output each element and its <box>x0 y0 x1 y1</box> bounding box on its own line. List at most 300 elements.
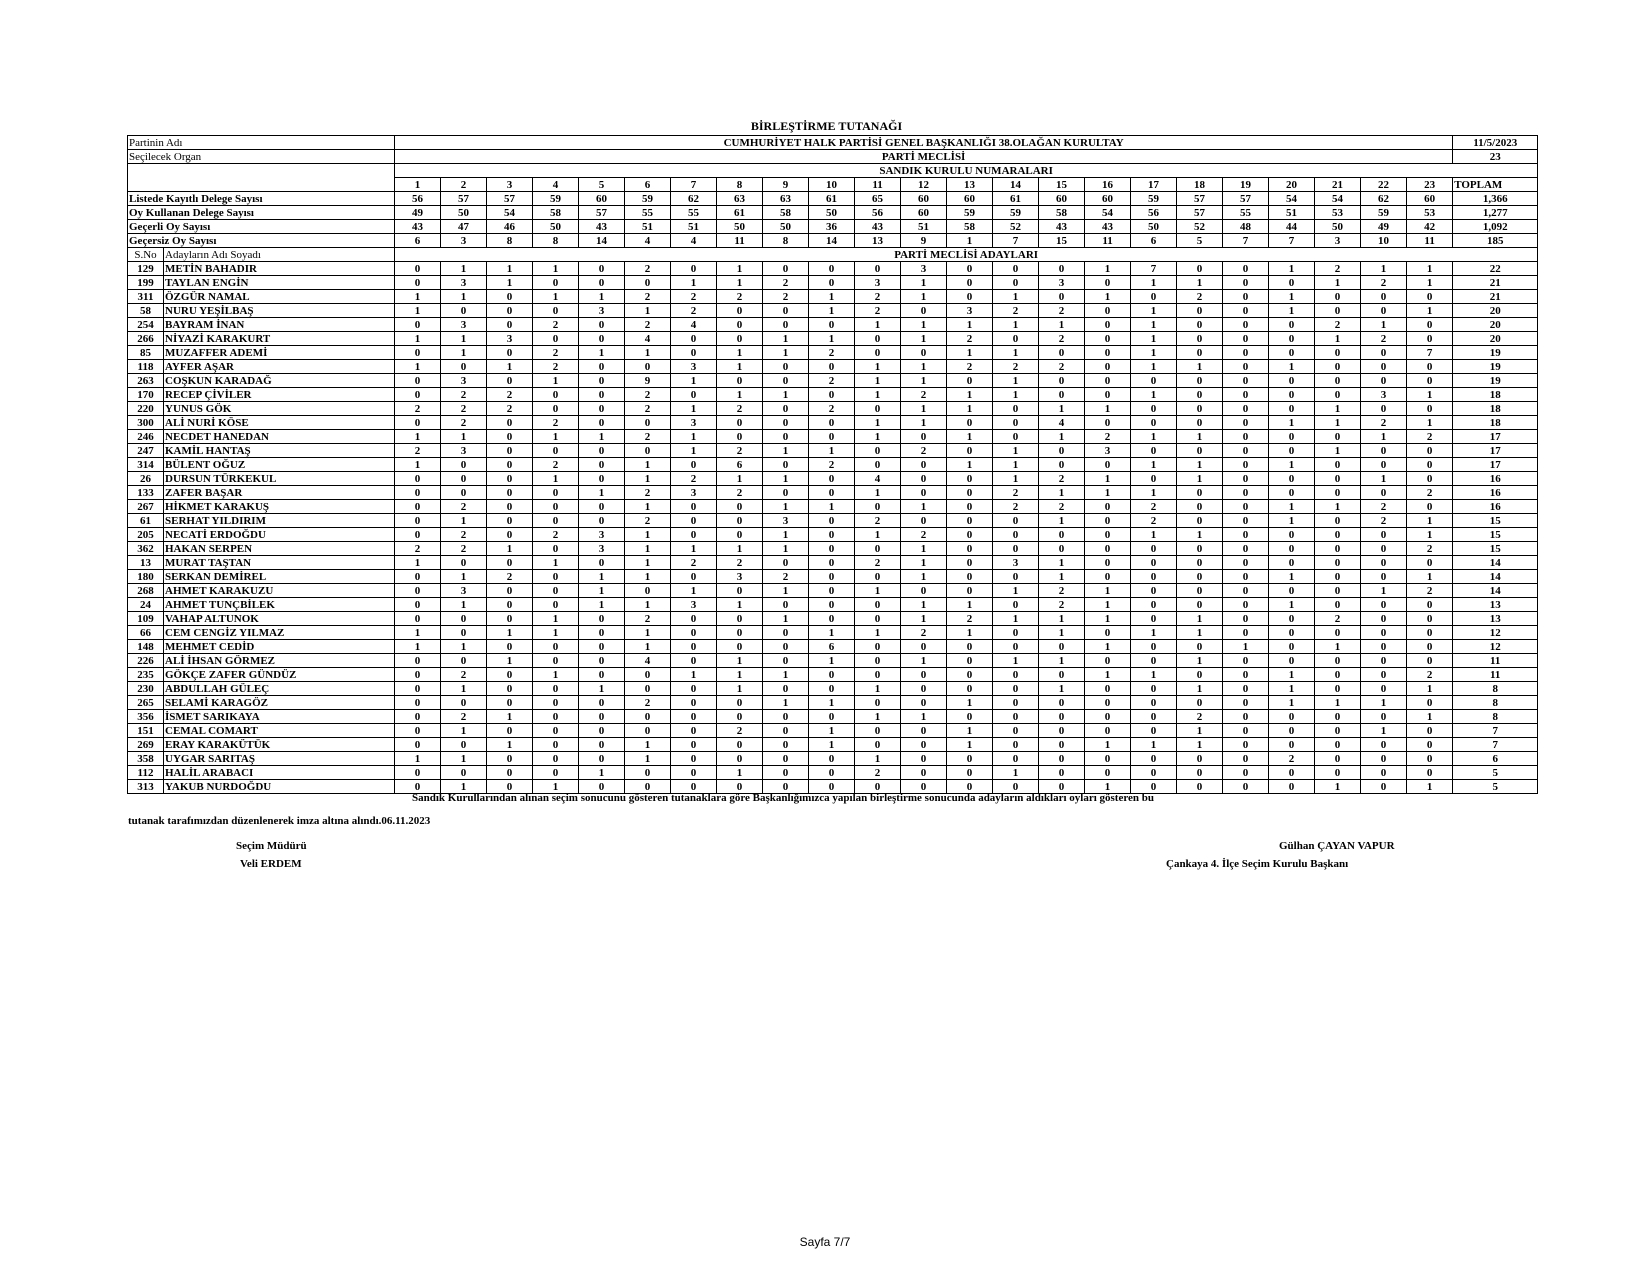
candidate-name: NECATİ ERDOĞDU <box>164 528 395 542</box>
candidate-row <box>128 668 1538 682</box>
candidate-vote: 0 <box>1315 598 1361 612</box>
candidate-name: VAHAP ALTUNOK <box>164 612 395 626</box>
candidate-vote: 0 <box>441 738 487 752</box>
candidate-vote: 1 <box>1085 584 1131 598</box>
candidate-vote: 0 <box>855 640 901 654</box>
candidate-vote: 2 <box>625 290 671 304</box>
candidate-number: 230 <box>128 682 164 696</box>
candidate-total: 21 <box>1453 290 1538 304</box>
candidate-row <box>128 276 1538 290</box>
candidate-vote: 0 <box>1315 682 1361 696</box>
candidate-vote: 0 <box>395 472 441 486</box>
candidate-vote: 2 <box>993 500 1039 514</box>
candidate-name: İSMET SARIKAYA <box>164 710 395 724</box>
candidate-vote: 0 <box>1223 360 1269 374</box>
candidate-row <box>128 640 1538 654</box>
summary-value: 56 <box>395 192 441 206</box>
candidate-vote: 1 <box>809 304 855 318</box>
candidate-row <box>128 472 1538 486</box>
candidate-vote: 1 <box>1131 318 1177 332</box>
candidate-vote: 4 <box>625 654 671 668</box>
candidate-vote: 1 <box>1223 640 1269 654</box>
candidate-vote: 1 <box>1131 738 1177 752</box>
candidate-vote: 0 <box>855 570 901 584</box>
candidate-vote: 0 <box>579 654 625 668</box>
candidate-vote: 0 <box>1407 752 1453 766</box>
ballot-number: 23 <box>1407 178 1453 192</box>
candidate-vote: 0 <box>993 332 1039 346</box>
candidate-vote: 0 <box>717 500 763 514</box>
candidate-vote: 1 <box>671 668 717 682</box>
candidate-vote: 0 <box>671 570 717 584</box>
candidate-number: 112 <box>128 766 164 780</box>
candidate-vote: 1 <box>993 584 1039 598</box>
candidate-vote: 6 <box>717 458 763 472</box>
summary-value: 54 <box>1085 206 1131 220</box>
candidate-vote: 0 <box>441 472 487 486</box>
candidate-vote: 0 <box>809 318 855 332</box>
candidate-vote: 0 <box>1177 444 1223 458</box>
candidate-total: 5 <box>1453 780 1538 794</box>
candidate-vote: 0 <box>1223 542 1269 556</box>
candidate-vote: 0 <box>1361 626 1407 640</box>
candidate-vote: 0 <box>809 430 855 444</box>
candidate-vote: 0 <box>625 416 671 430</box>
candidate-number: 133 <box>128 486 164 500</box>
candidate-vote: 1 <box>1085 472 1131 486</box>
candidate-vote: 0 <box>1269 654 1315 668</box>
summary-value: 55 <box>1223 206 1269 220</box>
candidate-vote: 0 <box>809 416 855 430</box>
candidate-vote: 2 <box>487 402 533 416</box>
candidate-vote: 0 <box>1223 780 1269 794</box>
summary-value: 65 <box>855 192 901 206</box>
candidate-vote: 0 <box>579 514 625 528</box>
candidate-vote: 0 <box>947 780 993 794</box>
candidate-vote: 0 <box>1131 682 1177 696</box>
candidate-vote: 1 <box>1131 668 1177 682</box>
candidate-total: 17 <box>1453 444 1538 458</box>
candidate-vote: 0 <box>625 724 671 738</box>
candidate-vote: 0 <box>1361 374 1407 388</box>
candidate-vote: 1 <box>855 430 901 444</box>
candidate-name: SELAMİ KARAGÖZ <box>164 696 395 710</box>
candidate-vote: 1 <box>901 374 947 388</box>
candidate-vote: 2 <box>1361 416 1407 430</box>
candidate-vote: 0 <box>487 514 533 528</box>
candidate-vote: 0 <box>763 360 809 374</box>
candidate-vote: 0 <box>717 626 763 640</box>
candidate-vote: 0 <box>763 598 809 612</box>
candidate-vote: 1 <box>1085 290 1131 304</box>
candidate-vote: 0 <box>1361 780 1407 794</box>
candidate-number: 199 <box>128 276 164 290</box>
signature-right-title: Çankaya 4. İlçe Seçim Kurulu Başkanı <box>1166 858 1349 870</box>
candidate-vote: 0 <box>533 276 579 290</box>
candidate-vote: 0 <box>533 304 579 318</box>
candidate-vote: 0 <box>855 654 901 668</box>
ballot-number: 8 <box>717 178 763 192</box>
candidate-total: 21 <box>1453 276 1538 290</box>
candidate-number: 266 <box>128 332 164 346</box>
candidate-vote: 0 <box>1177 780 1223 794</box>
summary-value: 7 <box>993 234 1039 248</box>
candidate-row <box>128 486 1538 500</box>
candidate-vote: 0 <box>487 598 533 612</box>
candidate-vote: 0 <box>533 752 579 766</box>
candidate-vote: 0 <box>1315 528 1361 542</box>
candidate-vote: 2 <box>625 430 671 444</box>
candidate-vote: 1 <box>1361 584 1407 598</box>
summary-value: 3 <box>1315 234 1361 248</box>
candidate-vote: 1 <box>1269 682 1315 696</box>
candidate-name: KAMİL HANTAŞ <box>164 444 395 458</box>
candidate-vote: 0 <box>1177 416 1223 430</box>
candidate-total: 14 <box>1453 556 1538 570</box>
ballot-number: 16 <box>1085 178 1131 192</box>
candidate-vote: 0 <box>1315 738 1361 752</box>
candidate-vote: 0 <box>1315 458 1361 472</box>
candidate-vote: 0 <box>901 766 947 780</box>
candidate-vote: 0 <box>855 500 901 514</box>
candidate-vote: 0 <box>1315 360 1361 374</box>
candidate-vote: 3 <box>579 304 625 318</box>
candidate-vote: 0 <box>901 458 947 472</box>
candidate-vote: 0 <box>1085 332 1131 346</box>
candidate-vote: 1 <box>395 332 441 346</box>
candidate-name: NURU YEŞİLBAŞ <box>164 304 395 318</box>
candidate-total: 12 <box>1453 626 1538 640</box>
candidate-vote: 1 <box>671 402 717 416</box>
candidate-vote: 0 <box>1085 570 1131 584</box>
candidate-vote: 1 <box>1269 514 1315 528</box>
candidate-vote: 2 <box>993 304 1039 318</box>
candidate-number: 129 <box>128 262 164 276</box>
candidate-vote: 0 <box>1039 738 1085 752</box>
candidate-vote: 0 <box>763 766 809 780</box>
candidate-vote: 2 <box>1407 542 1453 556</box>
candidate-vote: 1 <box>947 430 993 444</box>
candidate-vote: 0 <box>763 304 809 318</box>
candidate-vote: 1 <box>1131 430 1177 444</box>
summary-value: 48 <box>1223 220 1269 234</box>
candidate-vote: 2 <box>1039 500 1085 514</box>
candidate-vote: 0 <box>579 668 625 682</box>
candidate-vote: 2 <box>1131 514 1177 528</box>
candidate-vote: 0 <box>1269 612 1315 626</box>
candidate-vote: 0 <box>1177 332 1223 346</box>
candidate-vote: 1 <box>717 766 763 780</box>
candidate-vote: 0 <box>1407 598 1453 612</box>
summary-value: 6 <box>395 234 441 248</box>
candidate-vote: 0 <box>395 780 441 794</box>
candidate-vote: 1 <box>1131 332 1177 346</box>
candidate-row <box>128 262 1538 276</box>
candidate-vote: 1 <box>947 388 993 402</box>
candidate-vote: 0 <box>1223 276 1269 290</box>
candidate-vote: 0 <box>1407 318 1453 332</box>
candidate-vote: 0 <box>993 598 1039 612</box>
candidate-vote: 2 <box>395 444 441 458</box>
candidate-vote: 0 <box>1177 514 1223 528</box>
candidate-vote: 0 <box>1361 612 1407 626</box>
candidate-name: ÖZGÜR NAMAL <box>164 290 395 304</box>
candidate-vote: 0 <box>1085 626 1131 640</box>
candidate-row <box>128 724 1538 738</box>
summary-value: 58 <box>1039 206 1085 220</box>
summary-label: Geçerli Oy Sayısı <box>128 220 395 234</box>
candidate-vote: 0 <box>1407 766 1453 780</box>
candidate-vote: 1 <box>395 304 441 318</box>
candidate-vote: 1 <box>855 360 901 374</box>
candidate-vote: 0 <box>1223 766 1269 780</box>
candidate-vote: 0 <box>809 262 855 276</box>
candidate-total: 16 <box>1453 500 1538 514</box>
candidate-vote: 1 <box>487 360 533 374</box>
summary-value: 61 <box>809 192 855 206</box>
candidate-number: 265 <box>128 696 164 710</box>
candidate-vote: 0 <box>1223 262 1269 276</box>
candidate-vote: 0 <box>947 276 993 290</box>
candidate-vote: 1 <box>901 612 947 626</box>
summary-value: 50 <box>809 206 855 220</box>
candidate-vote: 0 <box>901 752 947 766</box>
candidate-vote: 0 <box>1131 402 1177 416</box>
candidate-total: 19 <box>1453 346 1538 360</box>
summary-value: 55 <box>625 206 671 220</box>
candidate-name: AHMET TUNÇBİLEK <box>164 598 395 612</box>
candidate-vote: 2 <box>395 542 441 556</box>
candidate-vote: 0 <box>1315 514 1361 528</box>
candidate-vote: 0 <box>901 668 947 682</box>
candidate-vote: 0 <box>487 556 533 570</box>
summary-value: 51 <box>671 220 717 234</box>
candidate-vote: 0 <box>395 682 441 696</box>
candidate-total: 14 <box>1453 584 1538 598</box>
candidate-vote: 1 <box>947 598 993 612</box>
candidate-vote: 1 <box>1361 472 1407 486</box>
candidate-vote: 2 <box>1039 360 1085 374</box>
candidate-vote: 2 <box>533 360 579 374</box>
candidate-vote: 2 <box>671 472 717 486</box>
candidate-vote: 1 <box>1039 318 1085 332</box>
candidate-vote: 2 <box>1039 472 1085 486</box>
candidate-vote: 2 <box>625 262 671 276</box>
candidate-total: 18 <box>1453 416 1538 430</box>
candidate-vote: 0 <box>1223 444 1269 458</box>
summary-total: 1,366 <box>1453 192 1538 206</box>
candidate-vote: 2 <box>1407 486 1453 500</box>
candidate-vote: 0 <box>809 542 855 556</box>
candidate-vote: 0 <box>671 500 717 514</box>
candidate-vote: 1 <box>533 780 579 794</box>
candidate-vote: 1 <box>855 626 901 640</box>
candidate-vote: 0 <box>487 584 533 598</box>
candidate-vote: 1 <box>1315 696 1361 710</box>
candidate-vote: 0 <box>855 332 901 346</box>
candidate-vote: 0 <box>1131 570 1177 584</box>
candidate-vote: 0 <box>487 290 533 304</box>
candidate-vote: 1 <box>901 318 947 332</box>
candidate-vote: 4 <box>671 318 717 332</box>
candidate-vote: 0 <box>1085 724 1131 738</box>
candidate-vote: 0 <box>763 416 809 430</box>
candidate-vote: 0 <box>763 724 809 738</box>
candidate-vote: 1 <box>901 500 947 514</box>
candidate-vote: 0 <box>671 752 717 766</box>
candidate-vote: 0 <box>1039 780 1085 794</box>
candidate-vote: 0 <box>395 514 441 528</box>
candidate-vote: 0 <box>395 598 441 612</box>
summary-value: 8 <box>487 234 533 248</box>
candidate-vote: 0 <box>1131 290 1177 304</box>
candidate-row <box>128 458 1538 472</box>
candidate-vote: 1 <box>947 724 993 738</box>
candidate-vote: 0 <box>1039 724 1085 738</box>
candidate-vote: 0 <box>441 360 487 374</box>
candidate-vote: 2 <box>533 416 579 430</box>
candidate-total: 13 <box>1453 598 1538 612</box>
candidate-vote: 2 <box>625 388 671 402</box>
candidate-vote: 0 <box>579 556 625 570</box>
candidate-number: 220 <box>128 402 164 416</box>
candidate-vote: 1 <box>1269 500 1315 514</box>
summary-value: 57 <box>441 192 487 206</box>
candidate-vote: 2 <box>1039 584 1085 598</box>
candidate-vote: 0 <box>763 626 809 640</box>
candidate-vote: 2 <box>717 290 763 304</box>
candidate-vote: 1 <box>1039 486 1085 500</box>
candidate-vote: 0 <box>1223 528 1269 542</box>
candidate-vote: 1 <box>763 332 809 346</box>
candidate-vote: 1 <box>1269 458 1315 472</box>
summary-value: 57 <box>1223 192 1269 206</box>
candidate-vote: 1 <box>717 262 763 276</box>
candidate-vote: 0 <box>717 528 763 542</box>
candidate-vote: 0 <box>1131 598 1177 612</box>
candidate-vote: 1 <box>1177 724 1223 738</box>
candidate-vote: 1 <box>1407 528 1453 542</box>
summary-value: 7 <box>1269 234 1315 248</box>
candidate-row <box>128 752 1538 766</box>
candidate-vote: 0 <box>395 276 441 290</box>
candidate-vote: 1 <box>993 766 1039 780</box>
candidate-vote: 1 <box>763 500 809 514</box>
summary-value: 60 <box>901 192 947 206</box>
candidate-vote: 0 <box>993 752 1039 766</box>
candidate-vote: 0 <box>1085 500 1131 514</box>
candidate-row <box>128 374 1538 388</box>
candidate-number: 58 <box>128 304 164 318</box>
candidate-number: 24 <box>128 598 164 612</box>
candidate-vote: 1 <box>901 556 947 570</box>
candidate-vote: 2 <box>1315 318 1361 332</box>
candidate-total: 22 <box>1453 262 1538 276</box>
candidate-vote: 3 <box>717 570 763 584</box>
candidate-vote: 1 <box>533 612 579 626</box>
candidate-vote: 0 <box>901 696 947 710</box>
candidate-vote: 1 <box>487 654 533 668</box>
candidate-vote: 1 <box>993 388 1039 402</box>
candidate-vote: 2 <box>441 416 487 430</box>
candidate-vote: 2 <box>947 332 993 346</box>
candidate-vote: 1 <box>993 444 1039 458</box>
candidate-vote: 0 <box>993 402 1039 416</box>
candidate-vote: 0 <box>533 766 579 780</box>
candidate-vote: 0 <box>1269 374 1315 388</box>
candidate-vote: 2 <box>901 388 947 402</box>
candidate-row <box>128 542 1538 556</box>
ballot-number: 13 <box>947 178 993 192</box>
candidate-vote: 0 <box>671 346 717 360</box>
candidate-vote: 0 <box>533 444 579 458</box>
candidate-vote: 0 <box>993 780 1039 794</box>
candidate-vote: 3 <box>671 360 717 374</box>
candidate-vote: 0 <box>1269 556 1315 570</box>
candidate-vote: 0 <box>395 696 441 710</box>
candidate-vote: 3 <box>487 332 533 346</box>
candidate-vote: 1 <box>1039 682 1085 696</box>
candidate-vote: 0 <box>1131 640 1177 654</box>
candidate-vote: 3 <box>901 262 947 276</box>
candidate-vote: 0 <box>717 318 763 332</box>
candidate-vote: 1 <box>901 598 947 612</box>
candidate-vote: 0 <box>1407 738 1453 752</box>
candidate-row <box>128 528 1538 542</box>
candidate-vote: 0 <box>901 780 947 794</box>
candidate-vote: 0 <box>579 388 625 402</box>
summary-label: Listede Kayıtlı Delege Sayısı <box>128 192 395 206</box>
candidate-vote: 0 <box>1361 402 1407 416</box>
candidate-vote: 0 <box>1039 710 1085 724</box>
candidate-vote: 0 <box>763 374 809 388</box>
candidate-vote: 0 <box>947 528 993 542</box>
candidate-vote: 2 <box>625 612 671 626</box>
summary-value: 53 <box>1315 206 1361 220</box>
summary-value: 57 <box>579 206 625 220</box>
ballot-number: 11 <box>855 178 901 192</box>
summary-value: 54 <box>487 206 533 220</box>
candidate-vote: 1 <box>671 430 717 444</box>
summary-value: 44 <box>1269 220 1315 234</box>
candidate-vote: 1 <box>395 556 441 570</box>
candidates-header-row <box>128 248 1538 262</box>
candidate-row <box>128 388 1538 402</box>
candidate-vote: 2 <box>625 486 671 500</box>
summary-value: 61 <box>993 192 1039 206</box>
candidate-vote: 0 <box>855 262 901 276</box>
candidate-vote: 0 <box>809 598 855 612</box>
candidate-vote: 1 <box>1407 710 1453 724</box>
candidate-vote: 1 <box>993 458 1039 472</box>
candidate-vote: 1 <box>441 640 487 654</box>
candidate-vote: 0 <box>1269 346 1315 360</box>
results-table <box>127 135 1538 794</box>
candidate-vote: 1 <box>1269 416 1315 430</box>
summary-value: 50 <box>717 220 763 234</box>
candidate-name: CEM CENGİZ YILMAZ <box>164 626 395 640</box>
candidate-number: 267 <box>128 500 164 514</box>
candidate-vote: 1 <box>487 710 533 724</box>
candidate-vote: 1 <box>1131 360 1177 374</box>
summary-value: 15 <box>1039 234 1085 248</box>
candidate-vote: 0 <box>809 276 855 290</box>
candidate-vote: 0 <box>993 514 1039 528</box>
candidate-vote: 0 <box>717 738 763 752</box>
summary-value: 60 <box>579 192 625 206</box>
candidate-vote: 1 <box>395 458 441 472</box>
candidate-vote: 0 <box>809 752 855 766</box>
